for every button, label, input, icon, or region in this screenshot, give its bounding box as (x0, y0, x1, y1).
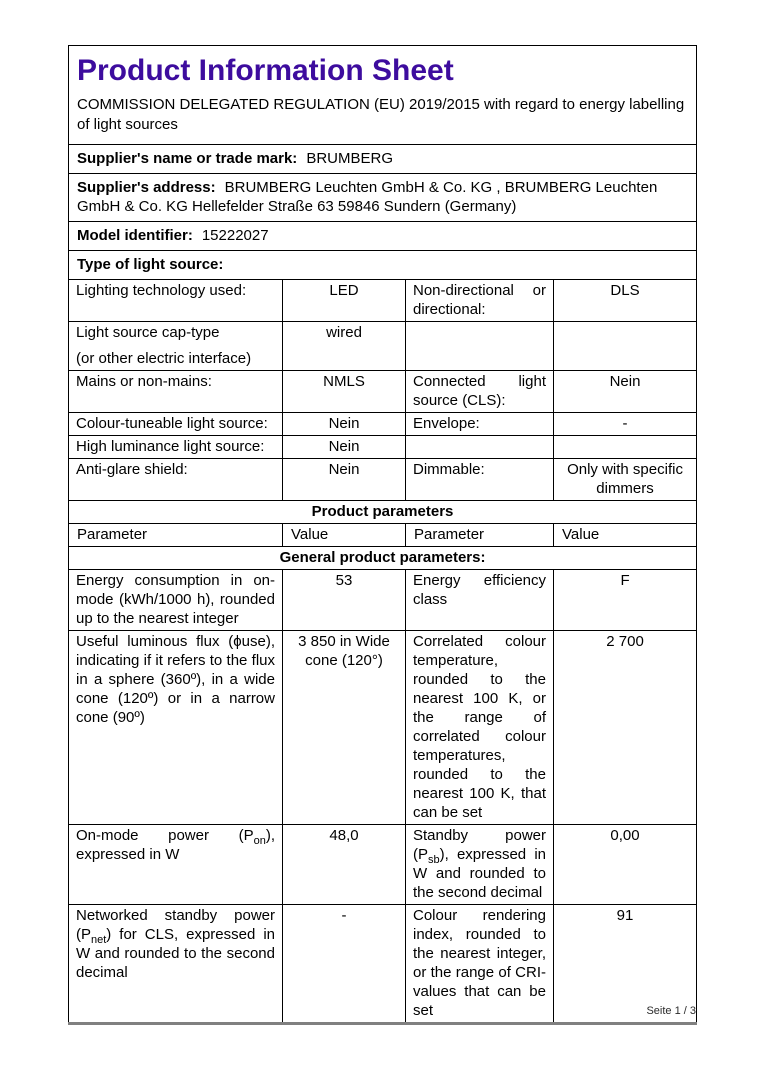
param-cell (406, 436, 554, 459)
title-row (69, 46, 697, 145)
table-row (69, 280, 697, 322)
param-cell: Non-directional or directional: (406, 280, 554, 322)
page-number: Seite 1 / 3 (646, 1005, 696, 1017)
supplier-address-value: BRUMBERG Leuchten GmbH & Co. KG , BRUMBERG Leuchten GmbH & Co. KG Hellefelder Straße 63 59846 Sundern (Germany) (77, 179, 658, 215)
value-cell: - (283, 905, 406, 1024)
param-cell: Useful luminous flux (ϕuse), indicating if it refers to the flux in a sphere (360º), in a wide cone (120º) or in a narrow cone (90º) (69, 631, 283, 825)
value-cell: Nein (283, 413, 406, 436)
supplier-name-row (69, 145, 697, 174)
general-parameters-header-row (69, 547, 697, 570)
supplier-name-label: Supplier's name or trade mark: (77, 150, 298, 167)
param-cell: Connected light source (CLS): (406, 371, 554, 413)
table-row (69, 322, 697, 371)
value-cell (554, 436, 697, 459)
type-of-light-source-label: Type of light source: (69, 251, 697, 280)
value-cell: 53 (283, 570, 406, 631)
column-header-value: Value (554, 524, 697, 547)
column-header-parameter: Parameter (406, 524, 554, 547)
value-cell: Nein (283, 459, 406, 501)
supplier-address-row (69, 174, 697, 222)
value-cell: 48,0 (283, 825, 406, 905)
type-of-light-source-row (69, 251, 697, 280)
column-header-row (69, 524, 697, 547)
param-cell: Networked standby power $(P_{net})$ for CLS, expressed in W and rounded to the second decimal (69, 905, 283, 1024)
value-cell: Nein (554, 371, 697, 413)
value-cell: 0,00 (554, 825, 697, 905)
table-row (69, 825, 697, 905)
table-row (69, 413, 697, 436)
param-cell: Colour-tuneable light source: (69, 413, 283, 436)
regulation-subtitle: COMMISSION DELEGATED REGULATION (EU) 2019/2015 with regard to energy labelling of light sources (77, 96, 685, 133)
table-row (69, 436, 697, 459)
model-identifier-value: 15222027 (201, 227, 269, 244)
product-parameters-header: Product parameters (69, 501, 697, 524)
value-cell: DLS (554, 280, 697, 322)
value-cell: F (554, 570, 697, 631)
param-cell: Standby power $(P_{sb})$, expressed in W and rounded to the second decimal (406, 825, 554, 905)
value-cell: NMLS (283, 371, 406, 413)
table-row (69, 371, 697, 413)
column-header-parameter: Parameter (69, 524, 283, 547)
param-cell: Energy efficiency class (406, 570, 554, 631)
param-cell: On-mode power $(P_{on})$, expressed in W (69, 825, 283, 905)
value-cell: - (554, 413, 697, 436)
model-identifier-label: Model identifier: (77, 227, 193, 244)
product-info-table (68, 45, 697, 1025)
value-cell: LED (283, 280, 406, 322)
table-row (69, 905, 697, 1024)
value-cell: wired (283, 322, 406, 371)
param-cell: Correlated colour temperature, rounded to the nearest 100 K, or the range of correlated colour temperatures, rounded to the nearest 100 K, that can be set (406, 631, 554, 825)
param-cell: Dimmable: (406, 459, 554, 501)
supplier-address-label: Supplier's address: (77, 179, 216, 196)
value-cell: 2 700 (554, 631, 697, 825)
page-title: Product Information Sheet (77, 54, 454, 87)
value-cell: Nein (283, 436, 406, 459)
param-cell (406, 322, 554, 371)
product-parameters-header-row (69, 501, 697, 524)
paragraph: (or other electric interface) (76, 350, 252, 367)
supplier-name-value: BRUMBERG (306, 150, 393, 167)
param-cell: Envelope: (406, 413, 554, 436)
param-cell: Mains or non-mains: (69, 371, 283, 413)
param-cell (69, 322, 283, 371)
value-cell: 3 850 in Wide cone (120°) (283, 631, 406, 825)
table-row (69, 631, 697, 825)
column-header-value: Value (283, 524, 406, 547)
model-identifier-row (69, 222, 697, 251)
param-cell: Colour rendering index, rounded to the nearest integer, or the range of CRI-values that can be set (406, 905, 554, 1024)
table-row (69, 570, 697, 631)
general-parameters-header: General product parameters: (69, 547, 697, 570)
value-cell (554, 322, 697, 371)
paragraph: Light source cap-type (76, 324, 220, 341)
value-cell: Only with specific dimmers (554, 459, 697, 501)
value-cell: 91 (554, 905, 697, 1024)
param-cell: Anti-glare shield: (69, 459, 283, 501)
param-cell: High luminance light source: (69, 436, 283, 459)
param-cell: Lighting technology used: (69, 280, 283, 322)
table-row (69, 459, 697, 501)
param-cell: Energy consumption in on-mode (kWh/1000 h), rounded up to the nearest integer (69, 570, 283, 631)
